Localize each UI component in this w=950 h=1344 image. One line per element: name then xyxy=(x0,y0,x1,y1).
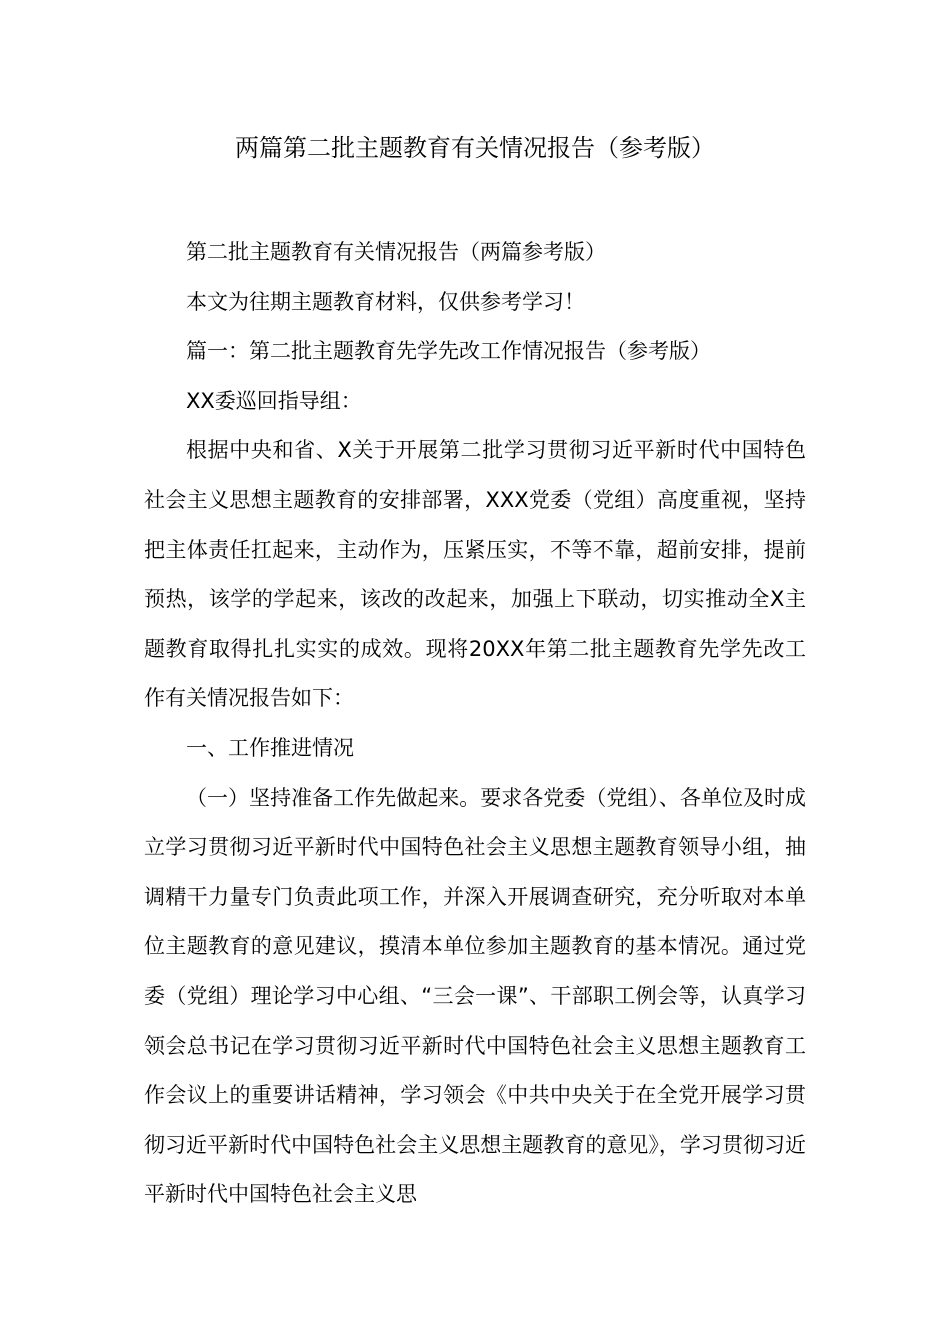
paragraph-note: 本文为往期主题教育材料，仅供参考学习！ xyxy=(186,289,585,314)
paragraph-section-1-1: （一）坚持准备工作先做起来。要求各党委（党组）、各单位及时成立学习贯彻习近平新时代中国特色社会主义思想主题教育领导小组，抽调精干力量专门负责此项工作，并深入开展调查研究，充分听取对本单位主题教育的意见建议，摸清本单位参加主题教育的基本情况。通过党委（党组）理论学习中心组、“三会一课”、干部职工例会等，认真学习领会总书记在学习贯彻习近平新时代中国特色社会主义思想主题教育工作会议上的重要讲话精神，学习领会《中共中央关于在全党开展学习贯彻习近平新时代中国特色社会主义思想主题教育的意见》，学习贯彻习近平新时代中国特色社会主义思 xyxy=(144,785,806,1207)
document-body xyxy=(144,228,806,1220)
paragraph-subtitle: 第二批主题教育有关情况报告（两篇参考版） xyxy=(186,240,606,264)
section-heading-1: 一、工作推进情况 xyxy=(186,735,354,760)
paragraph-part-one-heading: 篇一：第二批主题教育先学先改工作情况报告（参考版） xyxy=(186,339,711,364)
document-title: 两篇第二批主题教育有关情况报告（参考版） xyxy=(235,134,715,162)
paragraph-addressee: XX委巡回指导组： xyxy=(186,388,362,413)
paragraph-intro: 根据中央和省、X关于开展第二批学习贯彻习近平新时代中国特色社会主义思想主题教育的安排部署，XXX党委（党组）高度重视，坚持把主体责任扛起来，主动作为，压紧压实，不等不靠，超前安排，提前预热，该学的学起来，该改的改起来，加强上下联动，切实推动全X主题教育取得扎扎实实的成效。现将20XX年第二批主题教育先学先改工作有关情况报告如下： xyxy=(144,438,806,711)
